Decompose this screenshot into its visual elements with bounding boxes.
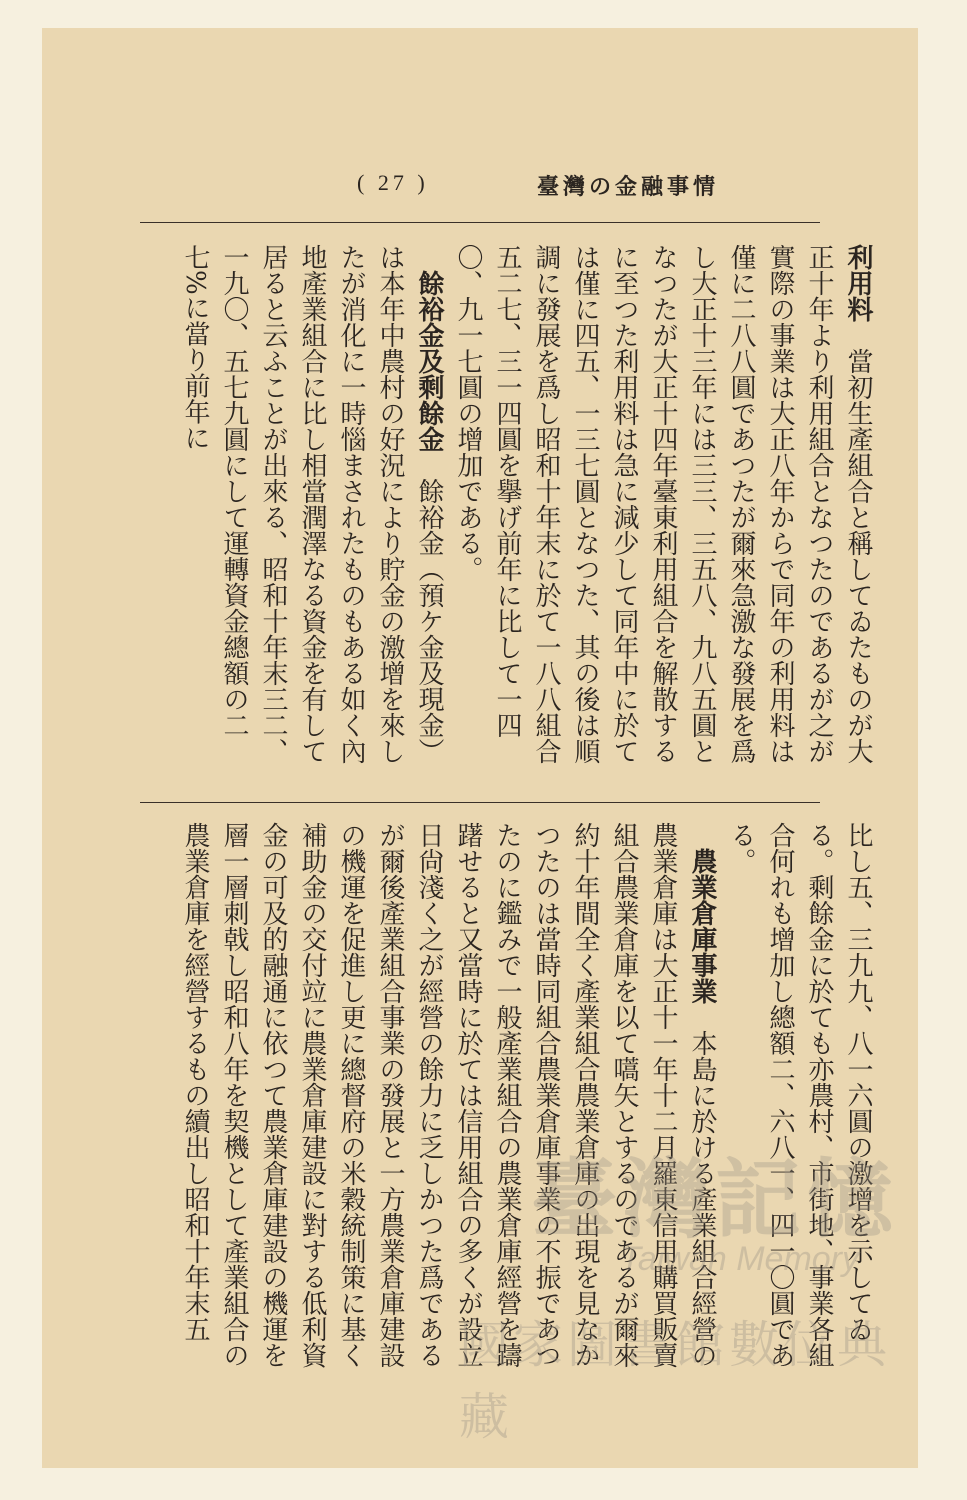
watermark [459,1130,919,1446]
section-divider [140,802,820,803]
paragraph-text: 本島に於ける產業組合經營の農業倉庫は大正十一年十二月羅東信用購買販賣組合農業倉庫を以て嚆矢とするのであるが爾來約十年間全く產業組合農業倉庫の出現を見なかつたのは當時同組合農業倉庫事業の不振であつたのに鑑みで一般產業組合の農業倉庫經營を躊躇せると又當時に於ては信用組合の多くが設立日尙淺く之が經營の餘力に乏しかつた爲であるが爾後產業組合事業の發展と一方農業倉庫建設の機運を促進し更に總督府の米穀統制策に基く補助金の交付竝に農業倉庫建設に對する低利資金の可及的融通に依つて農業倉庫建設の機運を層一層刺戟し昭和八年を契機として產業組合の農業倉庫を經營するもの續出し昭和十年末五 [180,822,717,1368]
upper-text-block [180,244,877,784]
section-heading-agricultural-warehouse: 農業倉庫事業 [687,848,717,1004]
section-heading-usage-fee: 利用料 [843,244,873,322]
watermark-calligraphy: 臺灣記憶 [531,1149,899,1250]
section-heading-surplus-funds: 餘裕金及剩餘金 [414,270,444,452]
header-rule [140,222,820,223]
paragraph-text: 餘裕金（預ケ金及現金）は本年中農村の好況により貯金の激增を來したが消化に一時惱まされたものもある如く內地產業組合に比し相當潤澤なる資金を有して居ると云ふことが出來る、昭和十年末三二、一九〇、五七九圓にして運轉資金總額の二七%に當り前年に [180,244,444,764]
watermark-institution: 國家圖書館數位典藏 [459,1316,891,1446]
page-number: ( 27 ) [357,170,429,195]
watermark-english: Taiwan Memory [620,1240,859,1278]
running-title: 臺灣の金融事情 [537,174,720,200]
paragraph-text: 比し五、三九九、八一六圓の激增を示してゐる。剩餘金に於ても亦農村、市街地、事業各組合何れも增加し總額二、六八一、四一〇圓である。 [726,822,873,1368]
paragraph-text: 當初生產組合と稱してゐたものが大正十年より利用組合となつたのであるが之が實際の事業は大正八年からで同年の利用料は僅に二八八圓であつたが爾來急激な發展を爲し大正十三年には三三、三五八、九八五圓となつたが大正十四年臺東利用組合を解散するに至つた利用料は急に減少して同年中に於ては僅に四五、一三七圓となつた、其の後は順調に發展を爲し昭和十年末に於て一八八組合五二七、三一四圓を擧げ前年に比して一四〇、九一七圓の增加である。 [453,244,873,764]
page-header [237,140,877,200]
paragraph-surplus-funds [175,244,448,784]
paragraph-usage-fee [448,244,877,784]
